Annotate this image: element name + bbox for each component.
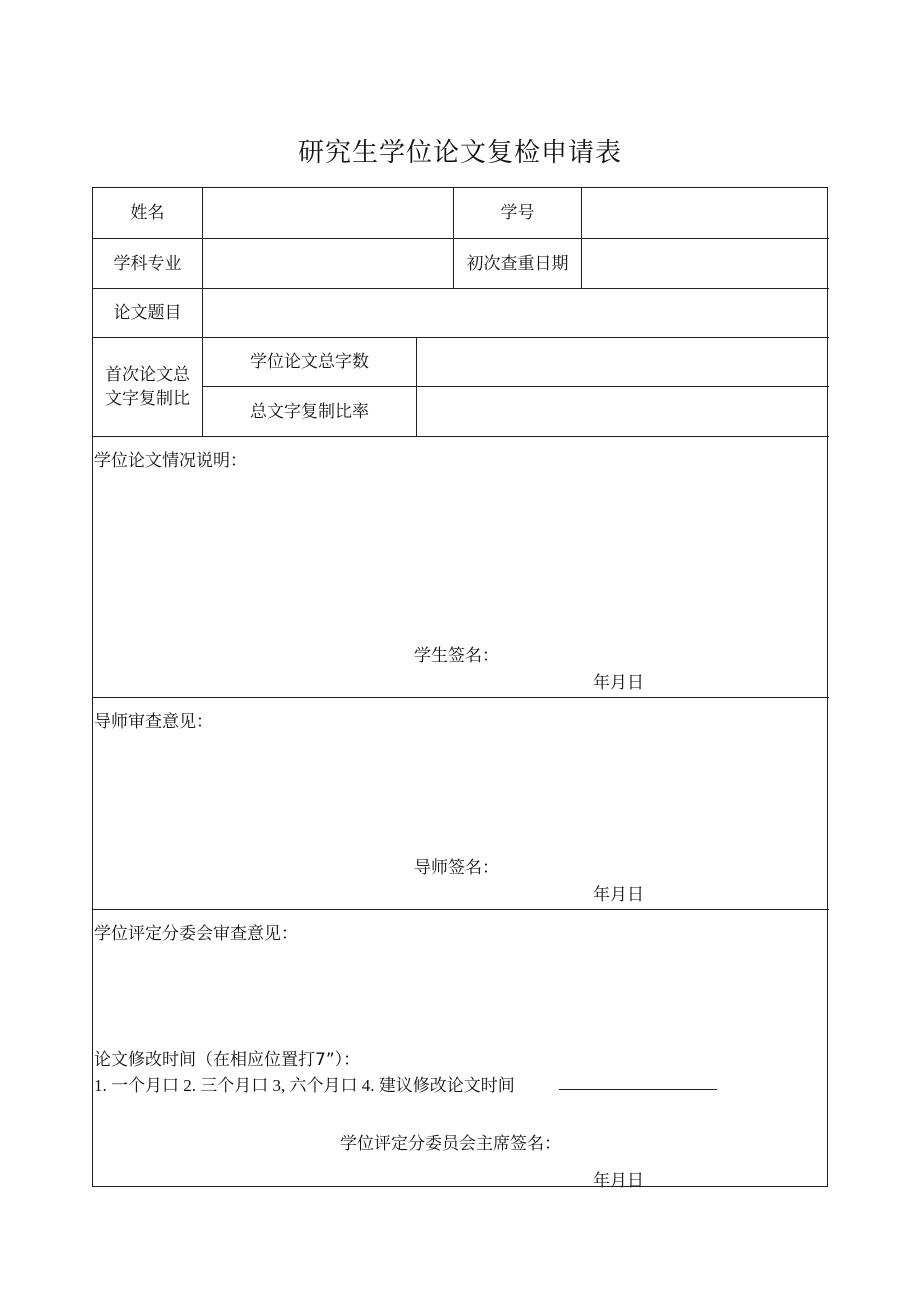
application-form: [92, 187, 828, 1191]
row-divider: [93, 436, 829, 437]
name-label: 姓名: [130, 203, 165, 223]
first-check-date-label: 初次查重日期: [466, 253, 569, 274]
student-statement-heading: 学位论文情况说明：: [94, 451, 247, 471]
student-id-label: 学号: [500, 203, 535, 223]
student-statement-field[interactable]: [94, 474, 828, 634]
first-ratio-label-line2: 文字复制比: [105, 389, 190, 409]
total-ratio-field[interactable]: [417, 387, 827, 435]
advisor-opinion-heading: 导师审查意见：: [94, 712, 213, 732]
thesis-title-label: 论文题目: [113, 303, 182, 323]
page-title: 研究生学位论文复检申请表: [297, 138, 622, 168]
revision-time-heading: 论文修改时间（在相应位置打7”）：: [94, 1050, 361, 1070]
revision-time-blank[interactable]: [559, 1089, 717, 1090]
student-date-label: 年月日: [593, 673, 644, 693]
total-ratio-label: 总文字复制比率: [250, 401, 369, 422]
first-ratio-label-line1: 首次论文总: [105, 365, 190, 385]
major-field[interactable]: [203, 239, 452, 287]
student-id-field[interactable]: [582, 189, 827, 237]
section-divider: [93, 697, 829, 698]
major-label: 学科专业: [113, 253, 182, 274]
advisor-opinion-field[interactable]: [94, 735, 828, 845]
total-words-label: 学位论文总字数: [250, 352, 369, 372]
committee-date-label: 年月日: [593, 1171, 644, 1191]
committee-signature-label: 学位评定分委员会主席签名：: [340, 1134, 561, 1154]
advisor-date-label: 年月日: [593, 885, 644, 905]
total-words-field[interactable]: [417, 338, 827, 385]
student-signature-label: 学生签名：: [414, 646, 499, 666]
thesis-title-field[interactable]: [203, 289, 827, 336]
name-field[interactable]: [203, 189, 452, 237]
advisor-signature-label: 导师签名：: [414, 858, 499, 878]
revision-options-line: 1. 一个月口 2. 三个月口 3, 六个月口 4. 建议修改论文时间: [94, 1076, 515, 1095]
first-ratio-label: [93, 338, 202, 436]
first-check-date-field[interactable]: [582, 239, 827, 287]
committee-opinion-field[interactable]: [94, 947, 828, 1037]
committee-opinion-heading: 学位评定分委会审查意见：: [94, 924, 298, 944]
section-divider: [93, 909, 829, 910]
